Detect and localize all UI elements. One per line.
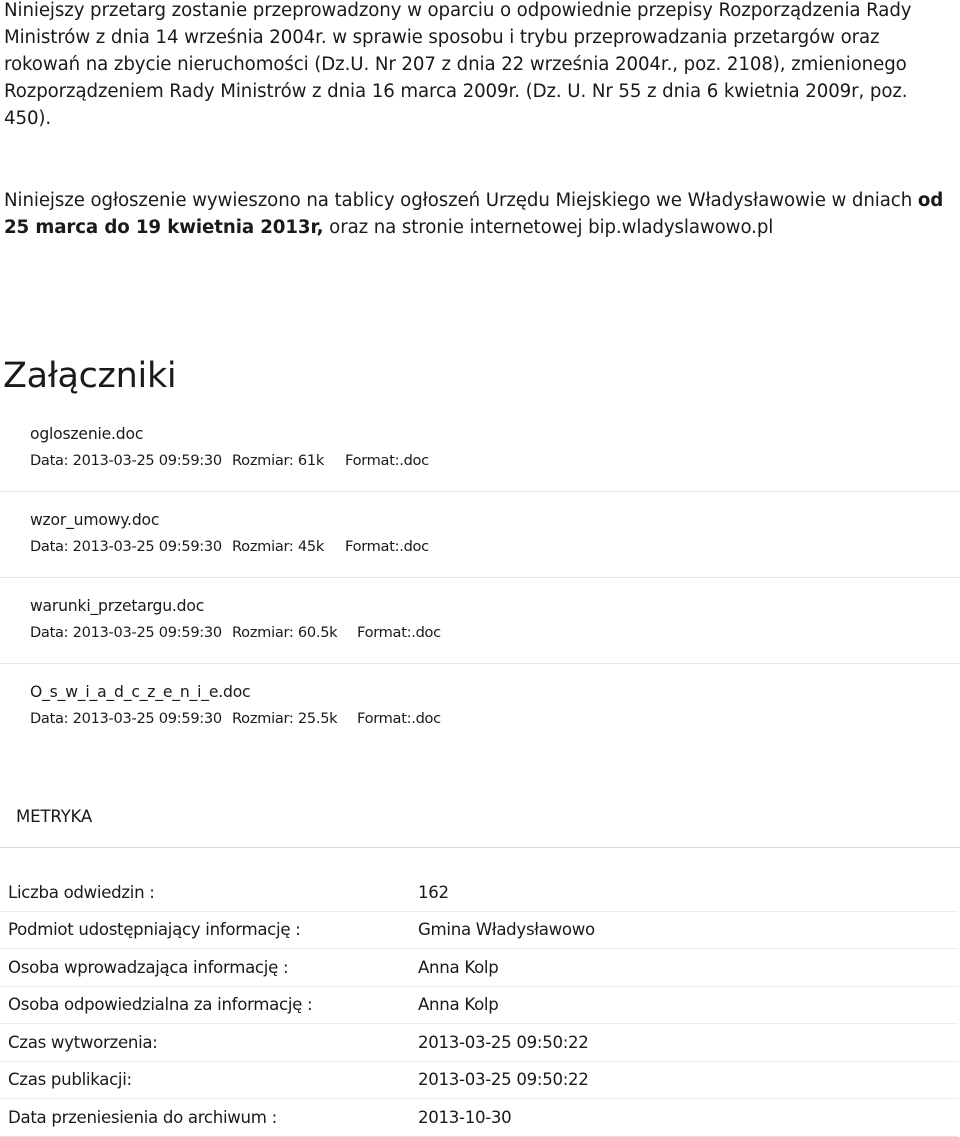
attachment-meta (30, 708, 441, 730)
attachment-format: Format:.doc (345, 452, 429, 469)
attachment-date: Data: 2013-03-25 09:59:30 (30, 624, 222, 641)
attachment-date: Data: 2013-03-25 09:59:30 (30, 452, 222, 469)
metryka-label: Podmiot udostępniający informację : (0, 911, 410, 949)
attachment-meta (30, 450, 429, 472)
attachments-heading: Załączniki (3, 356, 177, 396)
metryka-value: Anna Kolp (410, 986, 958, 1024)
attachment-size: Rozmiar: 60.5k (232, 624, 338, 641)
attachment-meta (30, 622, 441, 644)
attachment-item (0, 578, 960, 664)
attachment-size: Rozmiar: 61k (232, 452, 325, 469)
metryka-label: Osoba odpowiedzialna za informację : (0, 986, 410, 1024)
attachment-link[interactable]: ogloszenie.doc (30, 425, 144, 443)
metryka-row (0, 986, 958, 1024)
attachment-format: Format:.doc (357, 624, 441, 641)
metryka-value: Gmina Władysławowo (410, 911, 958, 949)
metryka-row (0, 911, 958, 949)
attachment-item (0, 406, 960, 492)
metryka-table (0, 874, 958, 1137)
metryka-value: 162 (410, 874, 958, 911)
attachment-link[interactable]: O_s_w_i_a_d_c_z_e_n_i_e.doc (30, 683, 251, 701)
intro-paragraph: Niniejszy przetarg zostanie przeprowadzony w oparciu o odpowiednie przepisy Rozporządzenia Rady Ministrów z dnia 14 września 2004r. w sprawie sposobu i trybu przeprowadzania przetargów oraz rokowań na zbycie nieruchomości (Dz.U. Nr 207 z dnia 22 września 2004r., poz. 2108), zmienionego Rozporządzeniem Rady Ministrów z dnia 16 marca 2009r. (Dz. U. Nr 55 z dnia 6 kwietnia 2009r, poz. 450). (4, 0, 912, 129)
metryka-row (0, 949, 958, 987)
attachment-date: Data: 2013-03-25 09:59:30 (30, 538, 222, 555)
metryka-value: Anna Kolp (410, 949, 958, 987)
metryka-divider (0, 847, 960, 848)
attachment-size: Rozmiar: 25.5k (232, 710, 338, 727)
metryka-row (0, 1099, 958, 1137)
metryka-value: 2013-03-25 09:50:22 (410, 1061, 958, 1099)
metryka-title: METRYKA (16, 807, 93, 826)
metryka-row (0, 874, 958, 911)
notice-text: Niniejsze ogłoszenie wywieszono na tablicy ogłoszeń Urzędu Miejskiego we Władysławowie w dniach (4, 190, 918, 211)
attachment-link[interactable]: warunki_przetargu.doc (30, 597, 205, 615)
attachment-date: Data: 2013-03-25 09:59:30 (30, 710, 222, 727)
notice-paragraph (4, 187, 958, 241)
attachment-meta (30, 536, 429, 558)
metryka-label: Osoba wprowadzająca informację : (0, 949, 410, 987)
metryka-row (0, 1061, 958, 1099)
attachment-format: Format:.doc (357, 710, 441, 727)
notice-dates: od 25 marca do 19 kwietnia 2013r, (4, 190, 944, 238)
metryka-value: 2013-10-30 (410, 1099, 958, 1137)
notice-text-end: oraz na stronie internetowej bip.wladyslawowo.pl (323, 217, 774, 238)
metryka-label: Czas publikacji: (0, 1061, 410, 1099)
attachment-item (0, 492, 960, 578)
metryka-label: Czas wytworzenia: (0, 1024, 410, 1062)
attachment-link[interactable]: wzor_umowy.doc (30, 511, 160, 529)
metryka-value: 2013-03-25 09:50:22 (410, 1024, 958, 1062)
metryka-label: Data przeniesienia do archiwum : (0, 1099, 410, 1137)
attachments-list (0, 406, 960, 750)
metryka-row (0, 1024, 958, 1062)
metryka-label: Liczba odwiedzin : (0, 874, 410, 911)
attachment-size: Rozmiar: 45k (232, 538, 325, 555)
attachment-item (0, 664, 960, 750)
attachment-format: Format:.doc (345, 538, 429, 555)
